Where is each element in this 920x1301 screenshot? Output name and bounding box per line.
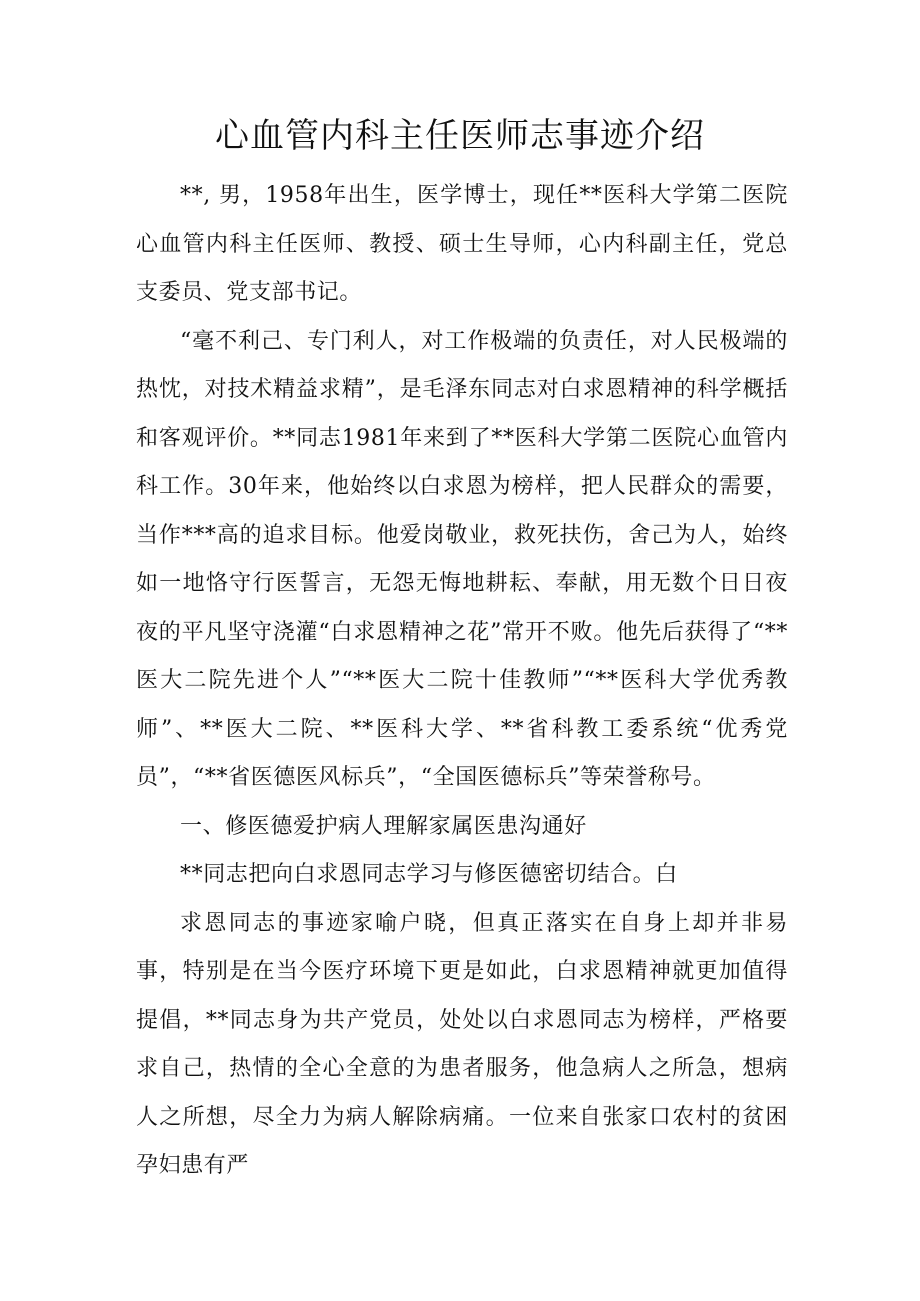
paragraph-medical-ethics: **同志把向白求恩同志学习与修医德密切结合。白 xyxy=(180,862,678,887)
document-body xyxy=(136,172,788,1191)
paragraph-bethune-spirit: “毫不利己、专门利人，对工作极端的负责任，对人民极端的热忱，对技术精益求精”，是毛泽东同志对白求恩精神的科学概括和客观评价。**同志1981年来到了**医科大学第二医院心血管内科工作。30年来，他始终以白求恩为榜样，把人民群众的需要，当作***高的追求目标。他爱岗敬业，救死扶伤，舍己为人，始终如一地恪守行医誓言，无怨无悔地耕耘、奉献，用无数个日日夜夜的平凡坚守浇灌“白求恩精神之花”常开不败。他先后获得了“**医大二院先进个人”“**医大二院十佳教师”“**医科大学优秀教师”、**医大二院、**医科大学、**省科教工委系统“优秀党员”，“**省医德医风标兵”，“全国医德标兵”等荣誉称号。 xyxy=(136,328,788,790)
section-heading-1: 一、修医德爱护病人理解家属医患沟通好 xyxy=(180,813,587,839)
paragraph-intro: **, 男，1958年出生，医学博士，现任**医科大学第二医院心血管内科主任医师、教授、硕士生导师，心内科副主任，党总支委员、党支部书记。 xyxy=(136,183,788,305)
paragraph-patient-service: 求恩同志的事迹家喻户晓，但真正落实在自身上却并非易事，特别是在当今医疗环境下更是如此，白求恩精神就更加值得提倡，**同志身为共产党员，处处以白求恩同志为榜样，严格要求自己，热情的全心全意的为患者服务，他急病人之所急，想病人之所想，尽全力为病人解除病痛。一位来自张家口农村的贫困孕妇患有严 xyxy=(136,910,788,1178)
document-title: 心血管内科主任医师志事迹介绍 xyxy=(215,116,705,156)
